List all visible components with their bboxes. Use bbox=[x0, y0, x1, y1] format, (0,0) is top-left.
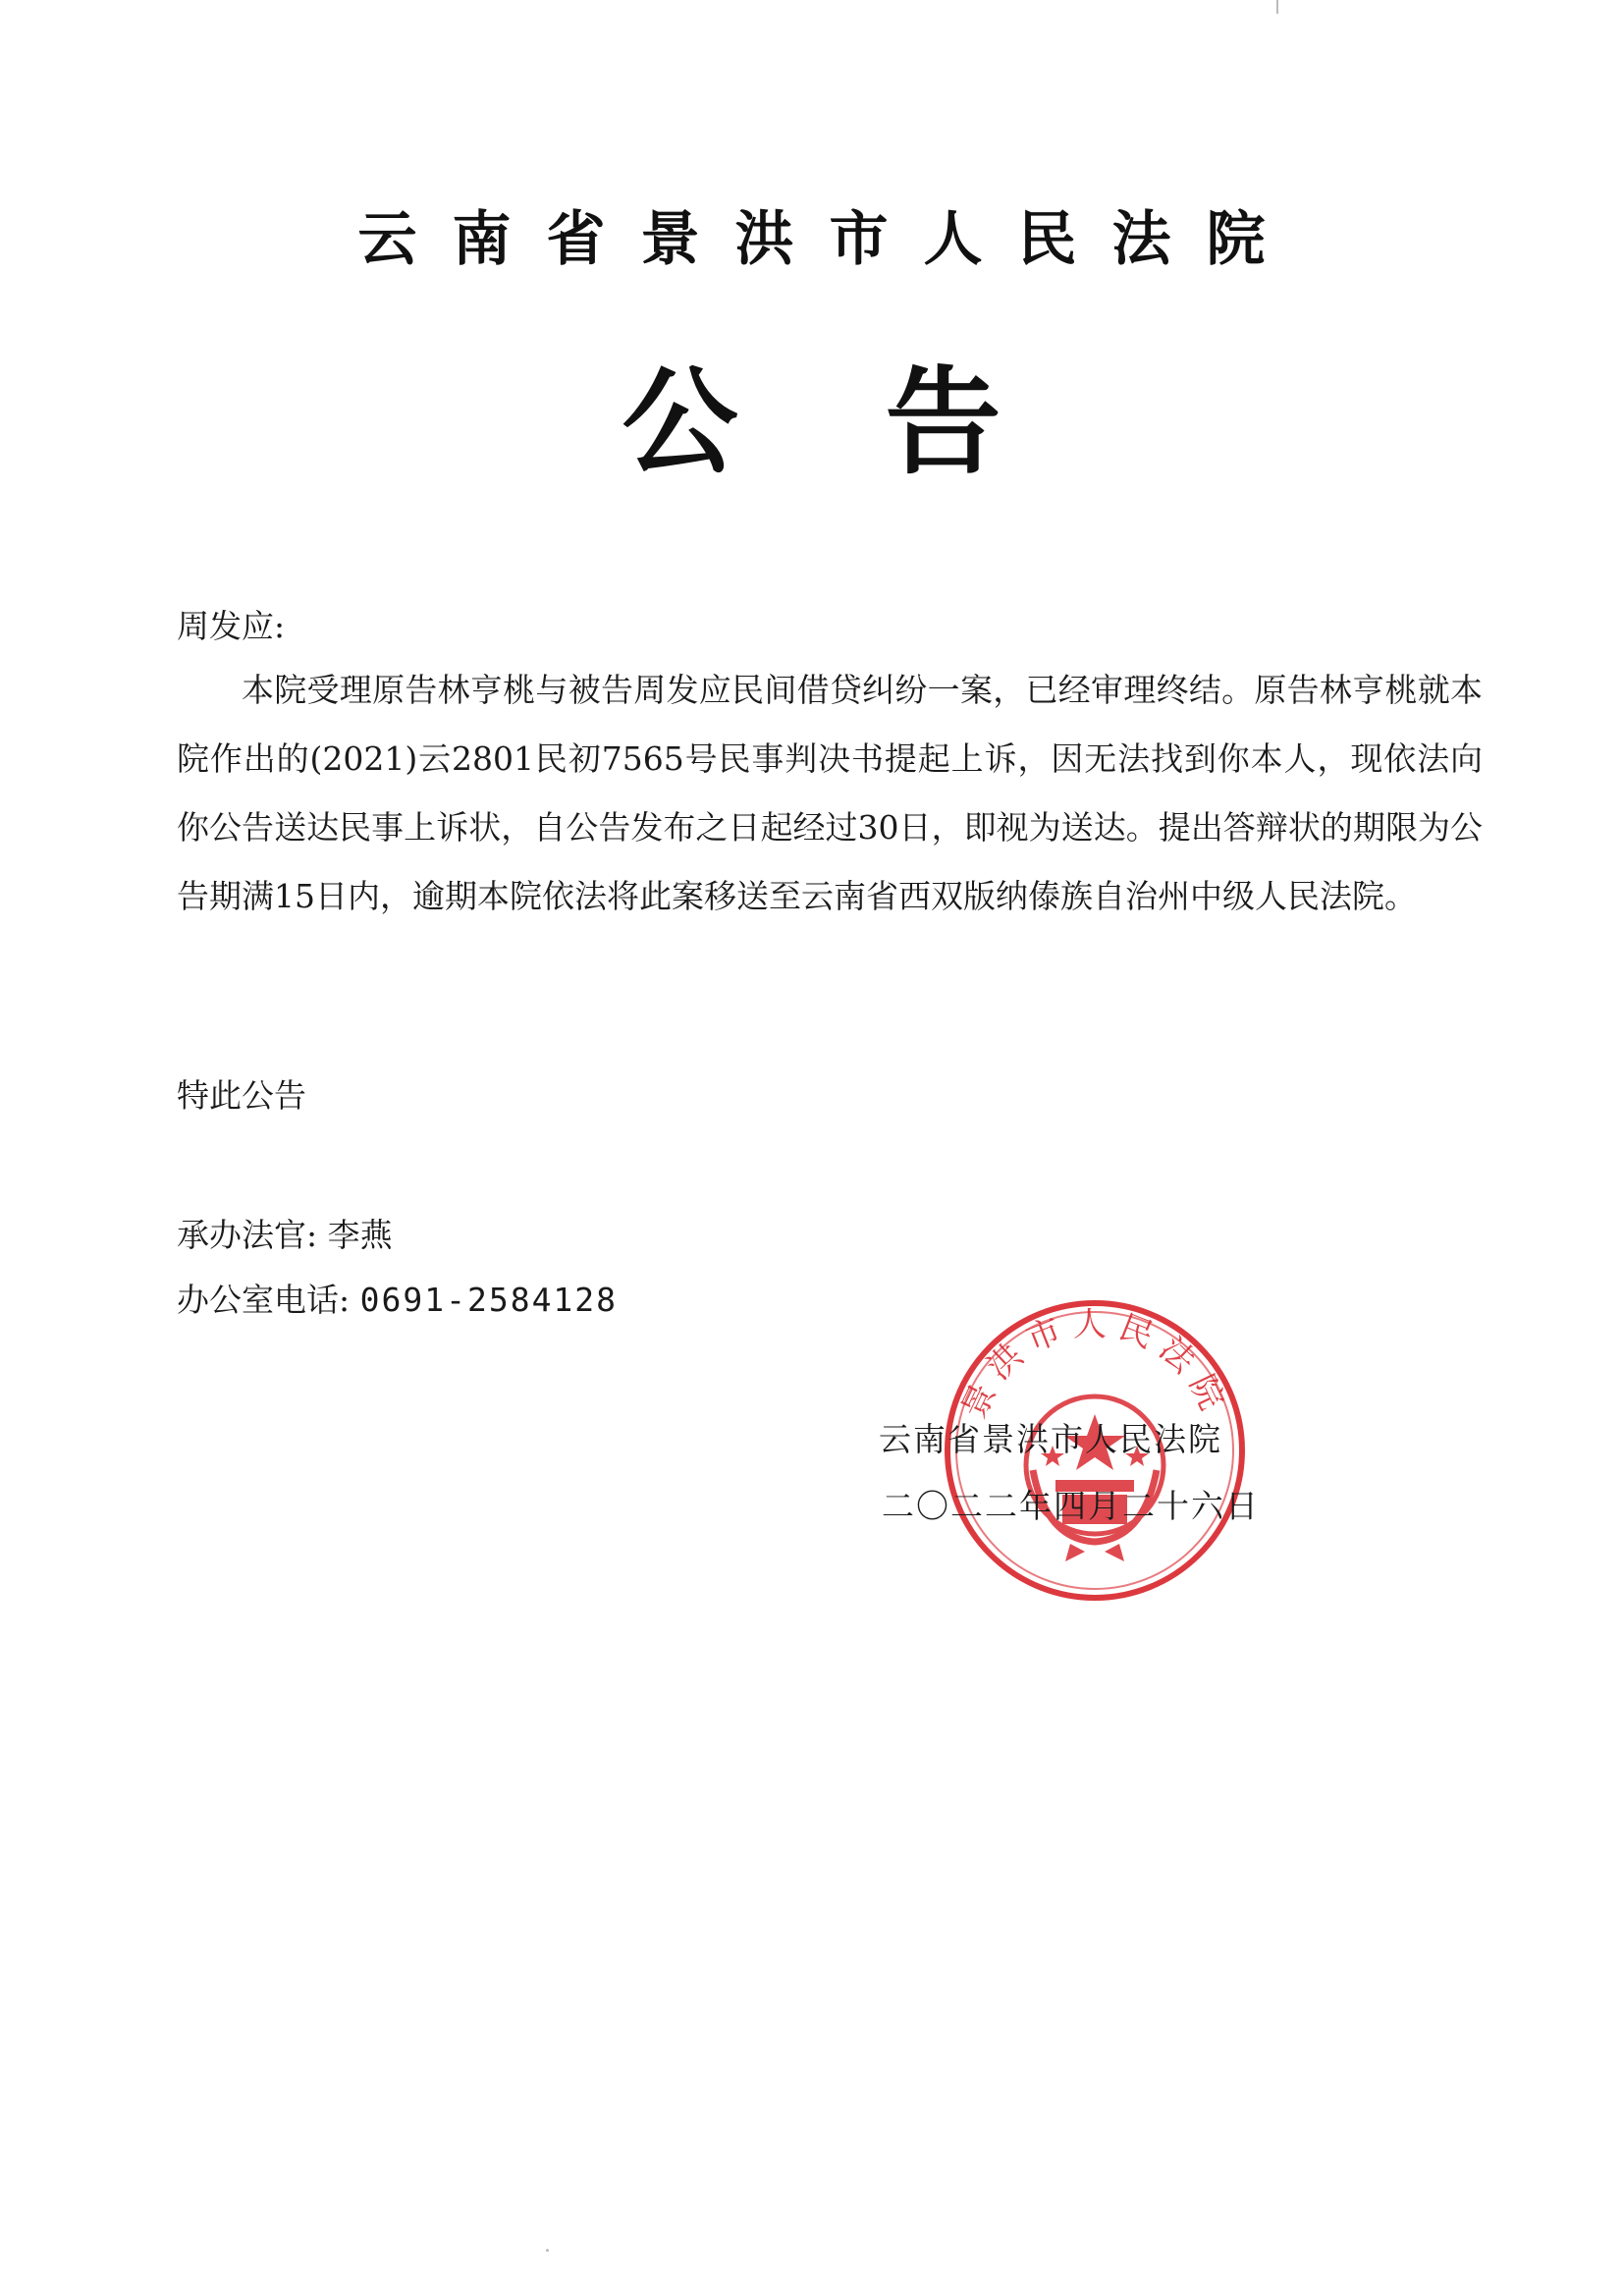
signature-court: 云南省景洪市人民法院 bbox=[879, 1420, 1222, 1458]
svg-text:景洪市人民法院 bbox=[954, 1305, 1235, 1425]
scan-artifact bbox=[1276, 0, 1278, 14]
presiding-judge bbox=[177, 1210, 393, 1256]
notice-body: 本院受理原告林亨桃与被告周发应民间借贷纠纷一案，已经审理终结。原告林亨桃就本院作出的(2021)云2801民初7565号民事判决书提起上诉，因无法找到你本人，现依法向你公告送达民事上诉状，自公告发布之日起经过30日，即视为送达。提出答辩状的期限为公告期满15日内，逾期本院依法将此案移送至云南省西双版纳傣族自治州中级人民法院。 bbox=[177, 671, 1483, 915]
phone-label: 办公室电话: bbox=[177, 1281, 351, 1319]
judge-name: 李燕 bbox=[327, 1216, 393, 1254]
court-name-heading: 云南省景洪市人民法院 bbox=[357, 205, 1301, 274]
judge-label: 承办法官: bbox=[177, 1216, 318, 1254]
phone-number: 0691-2584128 bbox=[359, 1281, 619, 1319]
office-phone bbox=[177, 1275, 618, 1321]
signature-date: 二〇二二年四月二十六日 bbox=[882, 1487, 1260, 1525]
seal-text: 景洪市人民法院 bbox=[953, 1305, 1236, 1425]
document-type-heading: 公告 bbox=[622, 355, 1149, 490]
addressee: 周发应: bbox=[177, 607, 286, 645]
scan-artifact-dot bbox=[546, 2249, 549, 2252]
closing-line: 特此公告 bbox=[177, 1076, 306, 1115]
